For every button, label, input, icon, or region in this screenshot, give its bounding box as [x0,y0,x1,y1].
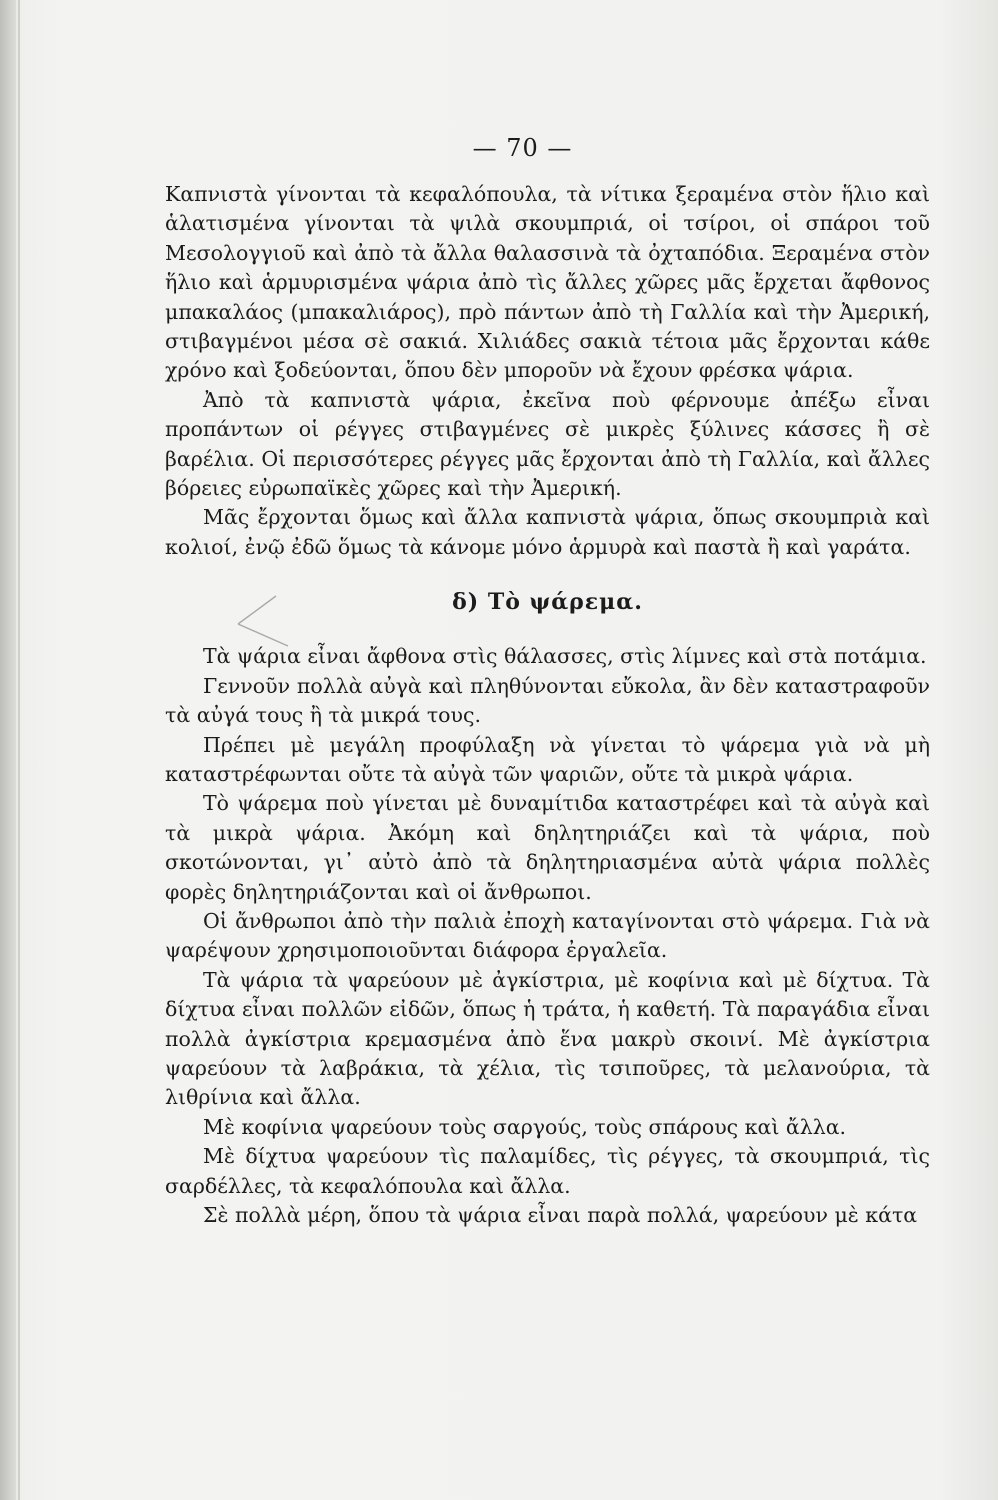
paragraph-8: Οἱ ἄνθρωποι ἀπὸ τὴν παλιὰ ἐποχὴ καταγίνονται στὸ ψάρεμα. Γιὰ νὰ ψαρέψουν χρησιμοποιοῦνται διάφορα ἐργαλεῖα. [165,908,930,963]
paragraph-9: Τὰ ψάρια τὰ ψαρεύουν μὲ ἀγκίστρια, μὲ κοφίνια καὶ μὲ δίχτυα. Τὰ δίχτυα εἶναι πολλῶν εἰδῶν, ὅπως ἡ τράτα, ἡ καθετή. Τὰ παραγάδια εἶναι πολλὰ ἀγκίστρια κρεμασμένα ἀπὸ ἕνα μακρὺ σκοινί. Μὲ ἀγκίστρια ψαρεύουν τὰ λαβράκια, τὰ χέλια, τὶς τσιποῦρες, τὰ μελανούρια, τὰ λιθρίνια καὶ ἄλλα. [165,967,930,1110]
paragraph-11: Μὲ δίχτυα ψαρεύουν τὶς παλαμίδες, τὶς ρέγγες, τὰ σκουμπριά, τὶς σαρδέλλες, τὰ κεφαλόπουλα καὶ ἄλλα. [165,1144,930,1198]
paragraph-6: Πρέπει μὲ μεγάλη προφύλαξη νὰ γίνεται τὸ ψάρεμα γιὰ νὰ μὴ καταστρέφωνται οὔτε τὰ αὐγὰ τῶν ψαριῶν, οὔτε τὰ μικρὰ ψάρια. [165,732,930,786]
paragraph-7: Τὸ ψάρεμα ποὺ γίνεται μὲ δυναμίτιδα καταστρέφει καὶ τὰ αὐγὰ καὶ τὰ μικρὰ ψάρια. Ἀκόμη καὶ δηλητηριάζει καὶ τὰ ψάρια, ποὺ σκοτώνονται, γι᾽ αὐτὸ ἀπὸ τὰ δηλητηριασμένα αὐτὰ ψάρια πολλὲς φορὲς δηλητηριάζονται καὶ οἱ ἄνθρωποι. [165,791,930,904]
paragraph-12: Σὲ πολλὰ μέρη, ὅπου τὰ ψάρια εἶναι παρὰ πολλά, ψαρεύουν μὲ κάτα [203,1203,918,1227]
section-heading: δ) Τὸ ψάρεμα. [452,589,643,616]
body-text [165,180,930,1230]
page-binding-edge [0,0,16,1500]
paragraph-1: Καπνιστὰ γίνονται τὰ κεφαλόπουλα, τὰ νίτικα ξεραμένα στὸν ἥλιο καὶ ἁλατισμένα γίνονται τὰ ψιλὰ σκουμπριά, οἱ τσίροι, οἱ σπάροι τοῦ Μεσολογγιοῦ καὶ ἀπὸ τὰ ἄλλα θαλασσινὰ τὰ ὀχταπόδια. Ξεραμένα στὸν ἥλιο καὶ ἁρμυρισμένα ψάρια ἀπὸ τὶς ἄλλες χῶρες μᾶς ἔρχεται ἄφθονος μπακαλάος (μπακαλιάρος), πρὸ πάντων ἀπὸ τὴ Γαλλία καὶ τὴν Ἀμερική, στιβαγμένοι μέσα σὲ σακιά. Χιλιάδες σακιὰ τέτοια μᾶς ἔρχονται κάθε χρόνο καὶ ξοδεύονται, ὅπου δὲν μποροῦν νὰ ἔχουν φρέσκα ψάρια. [165,182,930,383]
paragraph-2: Ἀπὸ τὰ καπνιστὰ ψάρια, ἐκεῖνα ποὺ φέρνουμε ἀπέξω εἶναι προπάντων οἱ ρέγγες στιβαγμένες σὲ μικρὲς ξύλινες κάσσες ἢ σὲ βαρέλια. Οἱ περισσότερες ρέγγες μᾶς ἔρχονται ἀπὸ τὴ Γαλλία, καὶ ἄλλες βόρειες εὐρωπαϊκὲς χῶρες καὶ τὴν Ἀμερική. [165,387,930,501]
paragraph-5: Γεννοῦν πολλὰ αὐγὰ καὶ πληθύνονται εὔκολα, ἂν δὲν καταστραφοῦν τὰ αὐγά τους ἢ τὰ μικρά τους. [165,673,930,728]
page-number: — 70 — [472,134,573,162]
paragraph-3: Μᾶς ἔρχονται ὅμως καὶ ἄλλα καπνιστὰ ψάρια, ὅπως σκουμπριὰ καὶ κολιοί, ἐνῷ ἐδῶ ὅμως τὰ κάνομε μόνο ἁρμυρὰ καὶ παστὰ ἢ καὶ γαράτα. [165,505,930,559]
paragraph-4: Τὰ ψάρια εἶναι ἄφθονα στὶς θάλασσες, στὶς λίμνες καὶ στὰ ποτάμια. [203,644,927,669]
paragraph-10: Μὲ κοφίνια ψαρεύουν τοὺς σαργούς, τοὺς σπάρους καὶ ἄλλα. [203,1114,847,1139]
page-crease [18,0,20,1500]
